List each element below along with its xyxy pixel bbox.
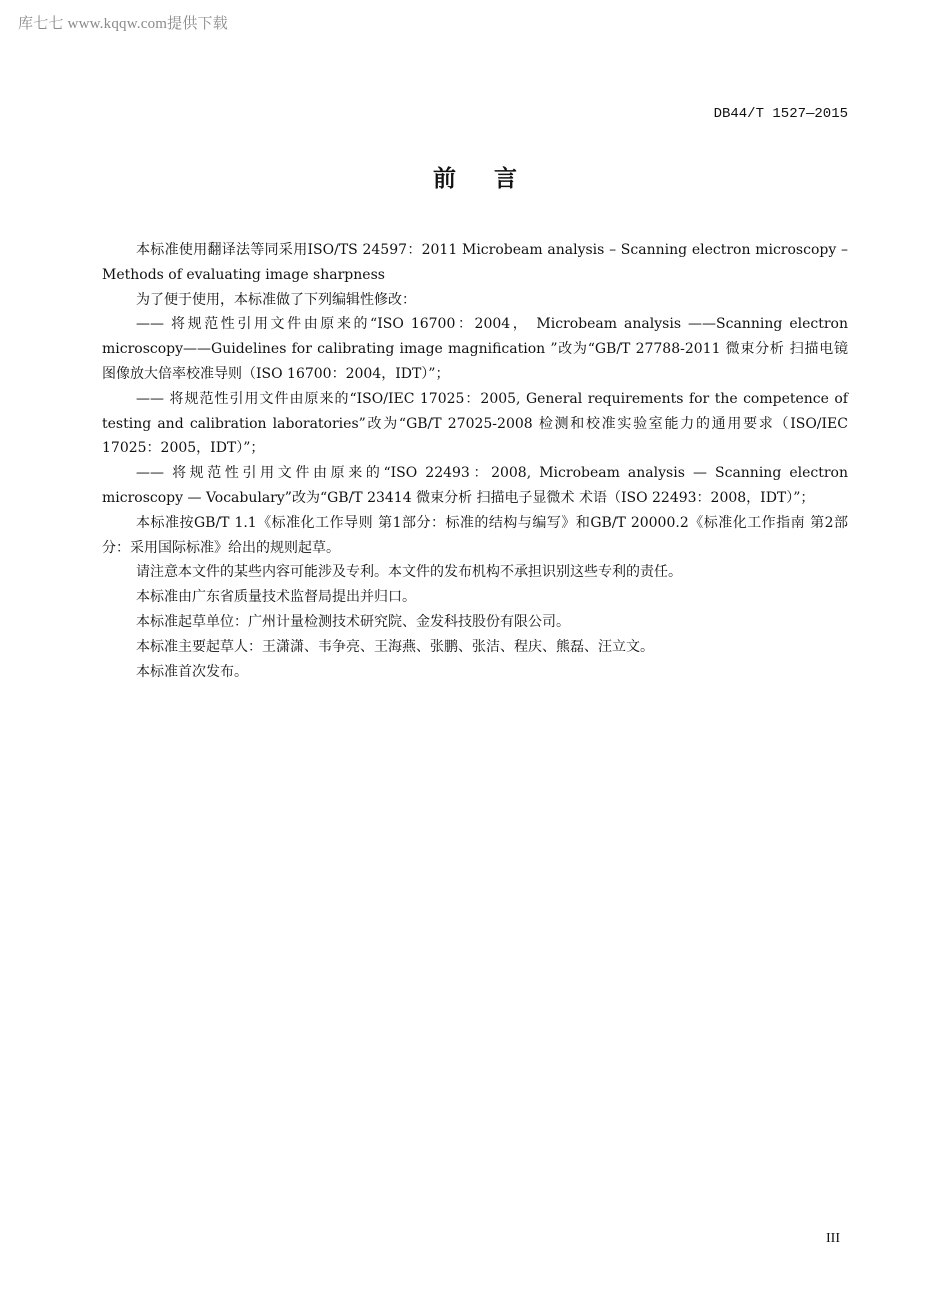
paragraph-change-iso22493: —— 将规范性引用文件由原来的“ISO 22493：2008, Microbeam analysis — Scanning electron microscopy — Vocabulary”改为“GB/T 23414 微束分析 扫描电子显微术 术语（ISO 22493：2008，IDT）”； [102,465,848,506]
paragraph-drafting-rules: 本标准按GB/T 1.1《标准化工作导则 第1部分：标准的结构与编写》和GB/T 20000.2《标准化工作指南 第2部分：采用国际标准》给出的规则起草。 [102,514,848,556]
page-number: III [826,1231,840,1246]
paragraph-drafting-units: 本标准起草单位：广州计量检测技术研究院、金发科技股份有限公司。 [136,613,570,630]
paragraph-editorial-intro: 为了便于使用，本标准做了下列编辑性修改： [136,291,416,308]
document-code: DB44/T 1527—2015 [713,106,848,122]
paragraph-change-iso16700: —— 将规范性引用文件由原来的“ISO 16700：2004， Microbeam analysis ——Scanning electron microscopy——Guidelines for calibrating image magnification ”改为“GB/T 27788-2011 微束分析 扫描电镜图像放大倍率校准导则（ISO 16700：2004，IDT）”； [102,316,848,382]
paragraph-change-iso17025: —— 将规范性引用文件由原来的“ISO/IEC 17025：2005, General requirements for the competence of testing and calibration laboratories”改为“GB/T 27025-2008 检测和校准实验室能力的通用要求（ISO/IEC 17025：2005，IDT）”； [102,390,848,457]
paragraph-patent-notice: 请注意本文件的某些内容可能涉及专利。本文件的发布机构不承担识别这些专利的责任。 [136,564,682,581]
page-title: 前言 [433,166,555,192]
foreword-body [102,238,848,684]
paragraph-drafters: 本标准主要起草人：王潇潇、韦争亮、王海燕、张鹏、张洁、程庆、熊磊、汪立文。 [136,638,654,655]
watermark-text: 库七七 www.kqqw.com提供下载 [18,16,228,32]
paragraph-adoption: 本标准使用翻译法等同采用ISO/TS 24597：2011 Microbeam analysis – Scanning electron microscopy – Methods of evaluating image sharpness [102,242,848,283]
paragraph-first-release: 本标准首次发布。 [136,663,248,680]
paragraph-proposer: 本标准由广东省质量技术监督局提出并归口。 [136,589,416,606]
